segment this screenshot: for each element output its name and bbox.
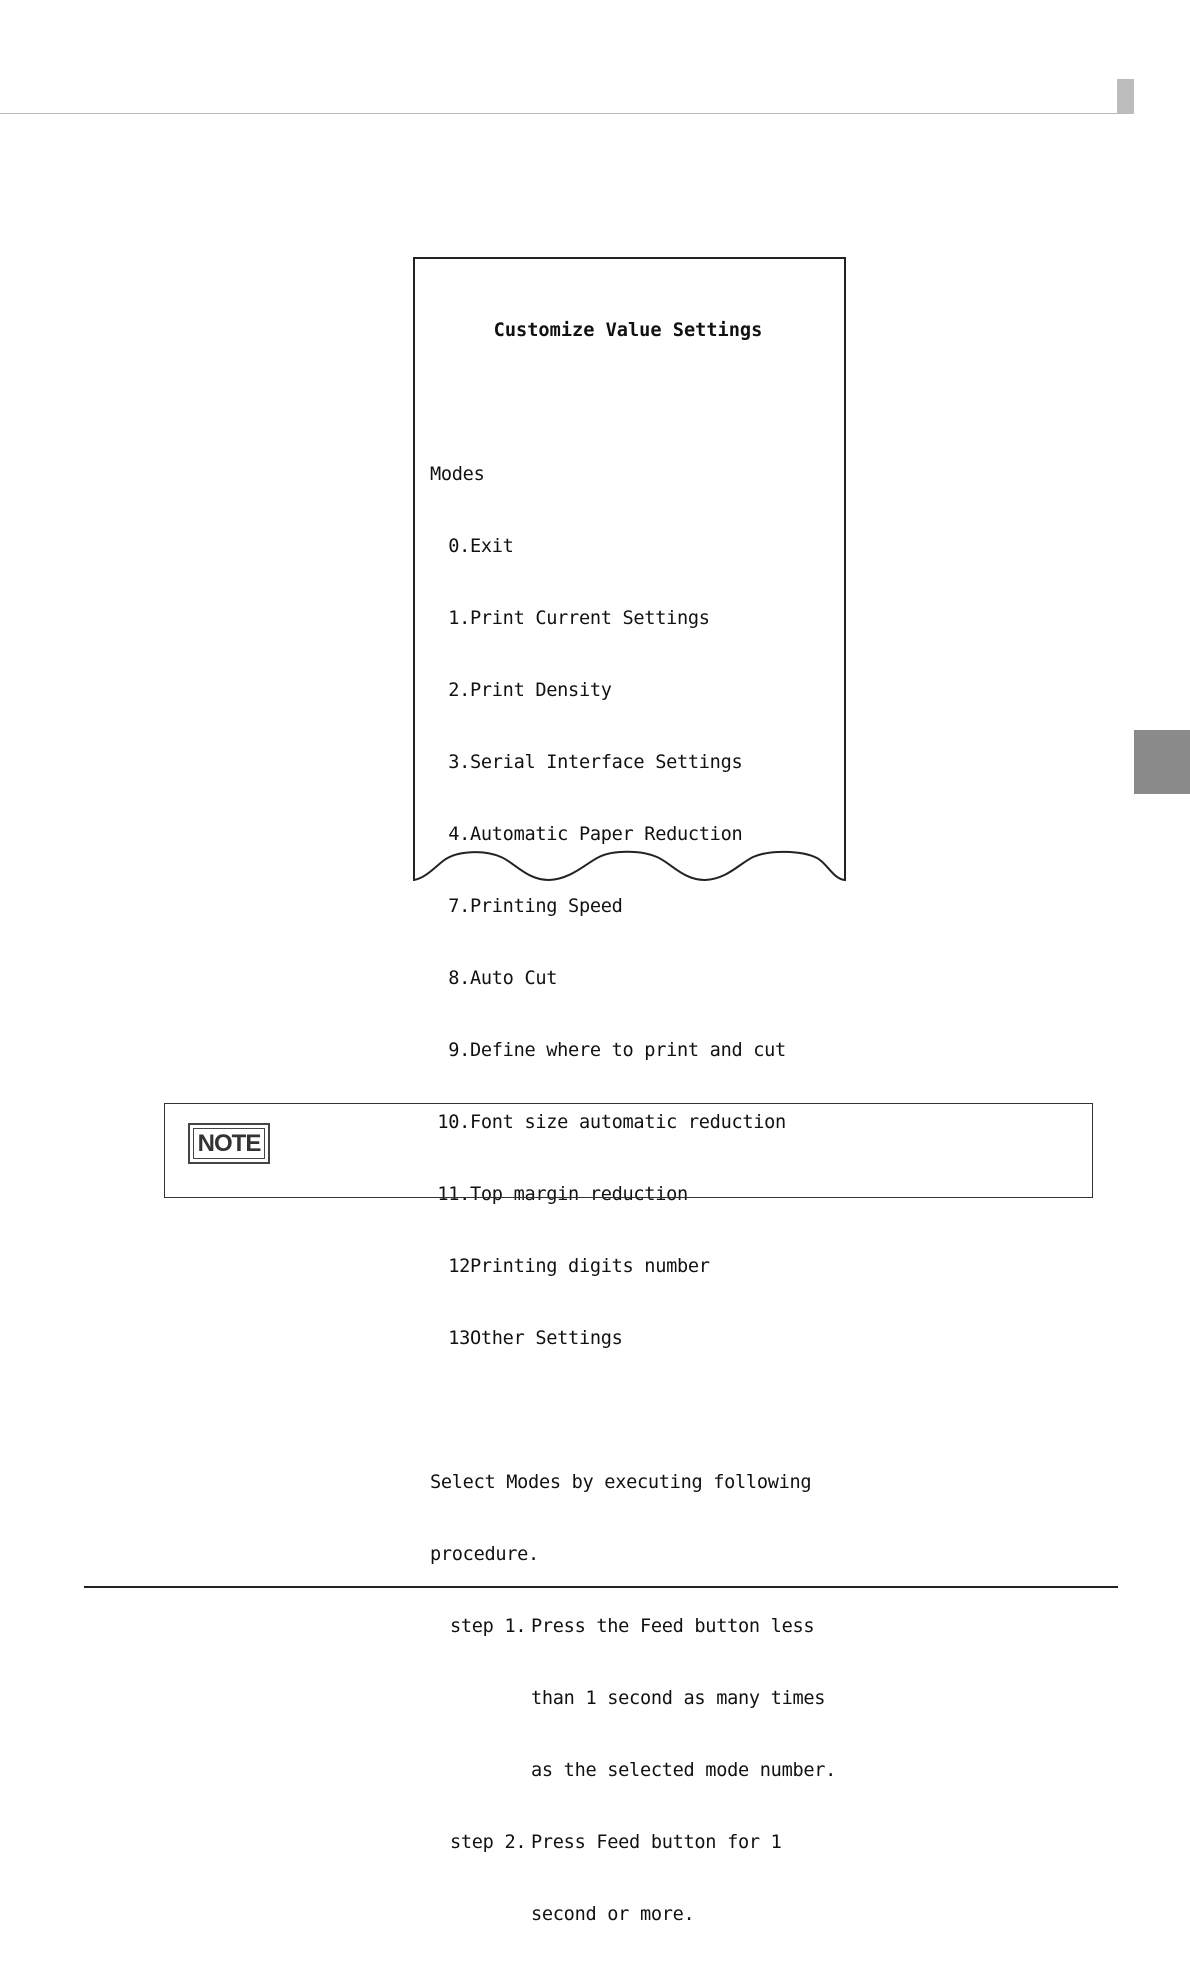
note-badge-label: NOTE (193, 1128, 265, 1159)
receipt-title: Customize Value Settings (493, 320, 763, 341)
mode-item: 3. Serial Interface Settings (448, 752, 743, 773)
header-rule (0, 113, 1134, 114)
mode-item: 1. Print Current Settings (448, 608, 710, 629)
mode-item: 0. Exit (448, 536, 514, 557)
instruction-text: procedure. (430, 1544, 539, 1565)
mode-item: 10. Font size automatic reduction (437, 1112, 786, 1133)
mode-item: 8. Auto Cut (448, 968, 558, 989)
instruction-text: Select Modes by executing following (430, 1472, 812, 1493)
mode-item: 11. Top margin reduction (437, 1184, 688, 1205)
mode-item: 7. Printing Speed (448, 896, 623, 917)
modes-heading: Modes (430, 464, 485, 485)
mode-item: 4. Automatic Paper Reduction (448, 824, 743, 845)
chapter-tab-marker (1134, 730, 1190, 794)
mode-item: 12 Printing digits number (448, 1256, 710, 1277)
note-box (164, 1103, 1093, 1198)
receipt-printout (413, 257, 846, 1925)
step-item: step 1. Press the Feed button less (450, 1616, 815, 1637)
note-badge (188, 1123, 270, 1164)
footer-rule (84, 1586, 1118, 1588)
mode-item: 2. Print Density (448, 680, 612, 701)
header-tab-marker (1117, 79, 1134, 114)
step-item-continued: than 1 second as many times (531, 1688, 826, 1709)
step-item-continued: as the selected mode number. (531, 1760, 837, 1781)
step-item-continued: second or more. (531, 1904, 695, 1925)
mode-item: 13 Other Settings (448, 1328, 623, 1349)
step-item: step 2. Press Feed button for 1 (450, 1832, 782, 1853)
mode-item: 9. Define where to print and cut (448, 1040, 786, 1061)
